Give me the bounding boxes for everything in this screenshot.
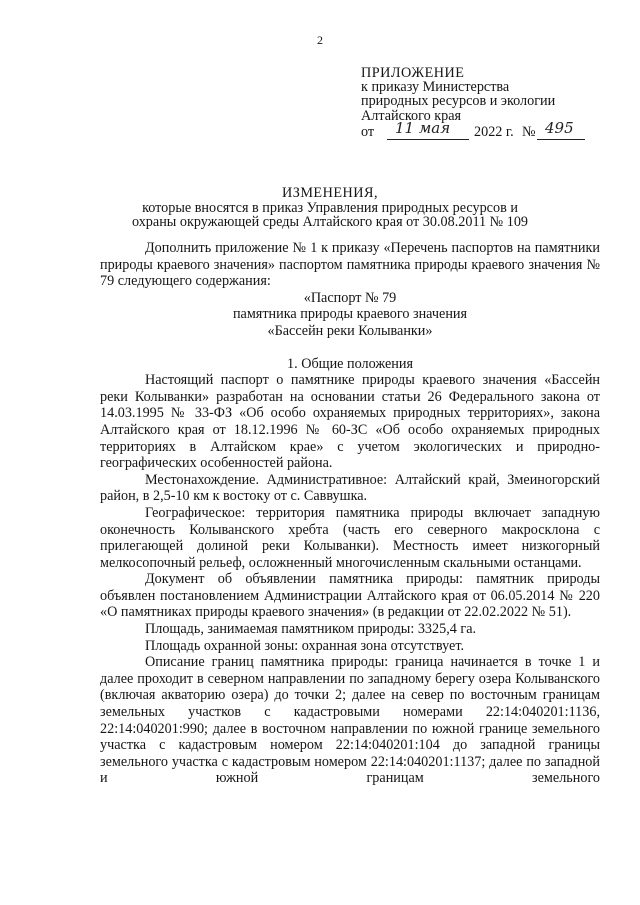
changes-heading: [100, 186, 560, 230]
from-label: от: [361, 123, 375, 140]
intro-paragraph: Дополнить приложение № 1 к приказу «Перечень паспортов на памятники природы краевого значения» паспортом памятника природы краевого значения № 79 следующего содержания:: [100, 240, 600, 290]
year-text: 2022 г.: [474, 123, 514, 140]
appendix-line: Алтайского края: [361, 107, 462, 124]
appendix-line: к приказу Министерства: [361, 79, 510, 96]
paragraph: Местонахождение. Административное: Алтайский край, Змеиногорский район, в 2,5-10 км к востоку от с. Саввушка.: [100, 471, 600, 505]
number-underline: [537, 139, 585, 140]
appendix-block: [361, 66, 611, 141]
handwritten-number: 495: [545, 118, 574, 137]
passport-line: памятника природы краевого значения: [232, 306, 468, 323]
appendix-title: ПРИЛОЖЕНИЕ: [361, 65, 465, 81]
appendix-date-row: [361, 118, 611, 141]
heading-line: охраны окружающей среды Алтайского края от 30.08.2011 № 109: [131, 214, 529, 230]
paragraph: Площадь охранной зоны: охранная зона отсутствует.: [145, 637, 465, 654]
paragraph: Площадь, занимаемая памятником природы: 3325,4 га.: [145, 621, 477, 638]
passport-line: «Паспорт № 79: [303, 289, 397, 306]
number-label: №: [522, 123, 536, 140]
paragraph: Настоящий паспорт о памятнике природы краевого значения «Бассейн реки Колыванки» разработан на основании статьи 26 Федерального закона от 14.03.1995 № 33-ФЗ «Об особо охраняемых природных территориях», закона Алтайского края от 18.12.1996 № 60-ЗС «Об особо охраняемых природных территориях в Алтайском крае» с учетом экологических и природно-географических особенностей района.: [100, 372, 600, 472]
page-number: 2: [317, 33, 323, 47]
section-title: 1. Общие положения: [287, 355, 413, 372]
passport-line: «Бассейн реки Колыванки»: [267, 322, 433, 339]
appendix-line: природных ресурсов и экологии: [361, 93, 556, 110]
heading-line: которые вносятся в приказ Управления природных ресурсов и: [142, 199, 518, 216]
paragraph: Описание границ памятника природы: граница начинается в точке 1 и далее проходит в северном направлении по западному берегу озера Колыванского (включая акваторию озера) до точки 2; далее на север по восточным границам земельных участков с кадастровыми номерами 22:14:040201:1136, 22:14:040201:990; далее в восточном направлении по южной границе земельного участка с кадастровым номером 22:14:040201:104 до западной границы земельного участка с кадастровым номером 22:14:040201:1137; далее по западной и южной границам земельного: [100, 654, 600, 787]
paragraph: Географическое: территория памятника природы включает западную оконечность Колыванского хребта (часть его северного макросклона с прилегающей долиной реки Колыванки). Местность имеет низкогорный мелкосопочный рельеф, осложненный многочисленным скальными останцами.: [100, 504, 600, 571]
document-body: [100, 240, 600, 787]
heading-title: ИЗМЕНЕНИЯ,: [281, 185, 379, 201]
paragraph: Документ об объявлении памятника природы: памятник природы объявлен постановлением Администрации Алтайского края от 06.05.2014 № 220 «О памятниках природы краевого значения» (в редакции от 22.02.2022 № 51).: [100, 571, 600, 621]
date-underline: [387, 139, 469, 140]
handwritten-date: 11 мая: [395, 118, 451, 137]
